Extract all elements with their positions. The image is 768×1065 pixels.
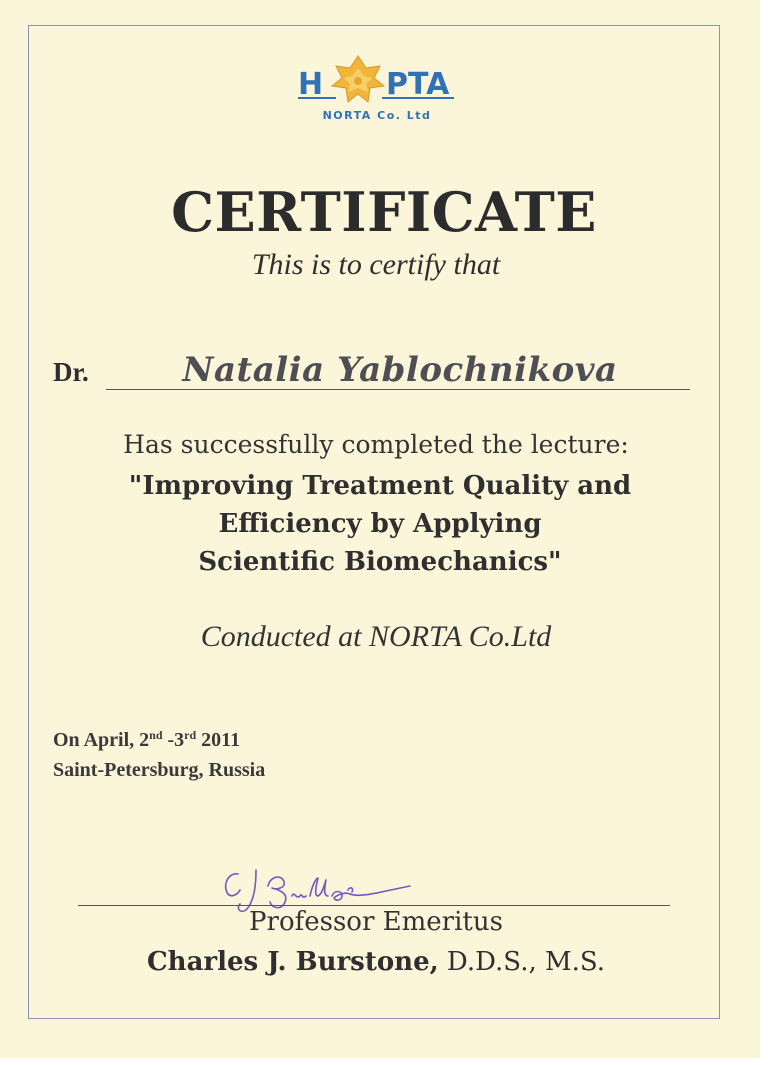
lecture-title-line: "Improving Treatment Quality and: [128, 471, 632, 501]
completed-statement: Has successfully completed the lecture:: [123, 430, 629, 459]
event-location: Saint-Petersburg, Russia: [53, 759, 266, 781]
lecture-title-line: Scientific Biomechanics": [198, 547, 562, 577]
date-middle: -3: [162, 729, 185, 751]
recipient-name: Natalia Yablochnikova: [182, 350, 618, 390]
date-prefix: On April, 2: [53, 729, 150, 751]
event-date: [53, 728, 240, 752]
lecture-title: [40, 467, 720, 581]
date-year: 2011: [196, 729, 241, 751]
logo-wordmark-left: H: [298, 67, 324, 102]
certificate-title: CERTIFICATE: [171, 180, 597, 244]
logo-wordmark-right: PTA: [386, 67, 450, 102]
signatory-title: Professor Emeritus: [249, 907, 503, 937]
signatory-name: [0, 947, 752, 977]
signature-line: [78, 905, 670, 906]
date-ordinal-2: rd: [184, 728, 197, 742]
recipient-underline: [106, 389, 690, 390]
date-ordinal-1: nd: [149, 728, 163, 742]
logo-mark: [296, 48, 458, 110]
norta-logo: [296, 48, 458, 130]
logo-star-icon: [332, 56, 384, 102]
certify-subtitle: This is to certify that: [251, 248, 501, 281]
conducted-at: Conducted at NORTA Co.Ltd: [200, 620, 552, 653]
logo-company-name: NORTA Co. Ltd: [322, 109, 432, 122]
signatory-degrees: D.D.S., M.S.: [438, 947, 606, 977]
lecture-title-line: Efficiency by Applying: [218, 509, 542, 539]
recipient-honorific: Dr.: [53, 357, 89, 387]
signatory-fullname: Charles J. Burstone,: [146, 947, 439, 977]
